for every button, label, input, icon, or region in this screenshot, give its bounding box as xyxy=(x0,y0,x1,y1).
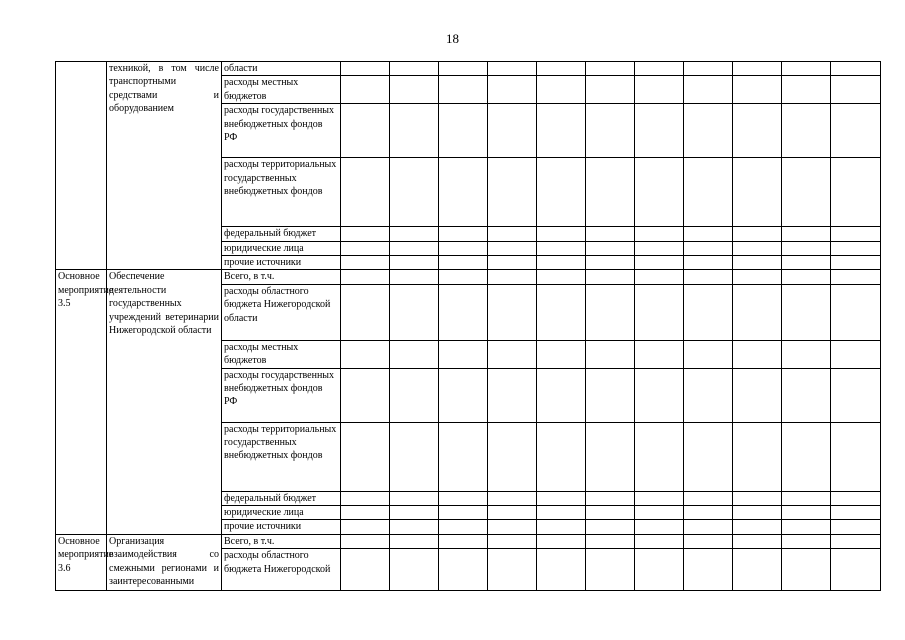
value-cell xyxy=(635,340,684,368)
value-cell xyxy=(782,227,831,241)
value-cell xyxy=(537,158,586,227)
value-cell xyxy=(733,62,782,76)
value-cell xyxy=(341,520,390,534)
value-cell xyxy=(341,284,390,340)
value-cell xyxy=(537,227,586,241)
value-cell xyxy=(733,549,782,591)
measure-description-cell: Организация взаимодействия со смежными регионами и заинтересованными xyxy=(107,534,222,590)
value-cell xyxy=(831,104,881,158)
value-cell xyxy=(635,422,684,491)
value-cell xyxy=(390,520,439,534)
value-cell xyxy=(635,62,684,76)
value-cell xyxy=(390,534,439,548)
value-cell xyxy=(488,62,537,76)
value-cell xyxy=(439,422,488,491)
value-cell xyxy=(586,549,635,591)
value-cell xyxy=(733,284,782,340)
value-cell xyxy=(488,284,537,340)
value-cell xyxy=(390,549,439,591)
value-cell xyxy=(488,227,537,241)
value-cell xyxy=(684,76,733,104)
value-cell xyxy=(635,256,684,270)
measure-code-cell: Основное мероприятие 3.5 xyxy=(56,270,107,534)
value-cell xyxy=(782,284,831,340)
value-cell xyxy=(831,520,881,534)
value-cell xyxy=(390,158,439,227)
page-number: 18 xyxy=(446,31,459,46)
value-cell xyxy=(733,491,782,505)
value-cell xyxy=(488,158,537,227)
value-cell xyxy=(782,270,831,284)
table-row xyxy=(56,270,881,284)
value-cell xyxy=(488,506,537,520)
value-cell xyxy=(733,422,782,491)
value-cell xyxy=(390,491,439,505)
measure-code-cell xyxy=(56,62,107,270)
value-cell xyxy=(586,270,635,284)
value-cell xyxy=(635,158,684,227)
value-cell xyxy=(684,506,733,520)
value-cell xyxy=(341,158,390,227)
value-cell xyxy=(341,270,390,284)
value-cell xyxy=(390,62,439,76)
value-cell xyxy=(341,256,390,270)
value-cell xyxy=(586,520,635,534)
value-cell xyxy=(635,534,684,548)
value-cell xyxy=(635,368,684,422)
funding-source-cell: расходы территориальных государственных внебюджетных фондов xyxy=(222,158,341,227)
value-cell xyxy=(733,270,782,284)
value-cell xyxy=(341,62,390,76)
value-cell xyxy=(684,104,733,158)
value-cell xyxy=(831,340,881,368)
value-cell xyxy=(586,422,635,491)
value-cell xyxy=(586,534,635,548)
value-cell xyxy=(488,520,537,534)
value-cell xyxy=(635,227,684,241)
value-cell xyxy=(635,491,684,505)
value-cell xyxy=(684,534,733,548)
value-cell xyxy=(488,76,537,104)
value-cell xyxy=(341,340,390,368)
value-cell xyxy=(782,62,831,76)
funding-source-cell: расходы государственных внебюджетных фондов РФ xyxy=(222,368,341,422)
value-cell xyxy=(390,76,439,104)
funding-source-cell: прочие источники xyxy=(222,520,341,534)
value-cell xyxy=(782,256,831,270)
value-cell xyxy=(341,506,390,520)
value-cell xyxy=(782,534,831,548)
value-cell xyxy=(684,549,733,591)
value-cell xyxy=(488,491,537,505)
funding-source-cell: Всего, в т.ч. xyxy=(222,534,341,548)
value-cell xyxy=(831,76,881,104)
value-cell xyxy=(341,368,390,422)
value-cell xyxy=(831,241,881,255)
value-cell xyxy=(537,76,586,104)
value-cell xyxy=(733,256,782,270)
value-cell xyxy=(733,506,782,520)
value-cell xyxy=(733,534,782,548)
value-cell xyxy=(684,340,733,368)
value-cell xyxy=(635,241,684,255)
value-cell xyxy=(537,534,586,548)
table-row xyxy=(56,534,881,548)
value-cell xyxy=(341,104,390,158)
value-cell xyxy=(390,227,439,241)
value-cell xyxy=(586,241,635,255)
value-cell xyxy=(488,534,537,548)
value-cell xyxy=(439,520,488,534)
value-cell xyxy=(439,227,488,241)
value-cell xyxy=(831,506,881,520)
funding-source-cell: расходы местных бюджетов xyxy=(222,76,341,104)
value-cell xyxy=(684,256,733,270)
value-cell xyxy=(586,158,635,227)
value-cell xyxy=(537,506,586,520)
value-cell xyxy=(488,241,537,255)
value-cell xyxy=(782,506,831,520)
value-cell xyxy=(488,368,537,422)
funding-table xyxy=(55,61,881,591)
value-cell xyxy=(439,241,488,255)
value-cell xyxy=(586,284,635,340)
value-cell xyxy=(782,104,831,158)
value-cell xyxy=(782,368,831,422)
value-cell xyxy=(537,520,586,534)
funding-source-cell: федеральный бюджет xyxy=(222,491,341,505)
value-cell xyxy=(341,422,390,491)
value-cell xyxy=(684,270,733,284)
value-cell xyxy=(537,241,586,255)
funding-source-cell: расходы местных бюджетов xyxy=(222,340,341,368)
value-cell xyxy=(341,76,390,104)
funding-source-cell: расходы областного бюджета Нижегородской области xyxy=(222,284,341,340)
value-cell xyxy=(439,104,488,158)
funding-source-cell: прочие источники xyxy=(222,256,341,270)
value-cell xyxy=(831,270,881,284)
value-cell xyxy=(782,520,831,534)
value-cell xyxy=(684,62,733,76)
funding-source-cell: расходы областного бюджета Нижегородской xyxy=(222,549,341,591)
value-cell xyxy=(831,284,881,340)
value-cell xyxy=(733,368,782,422)
value-cell xyxy=(831,549,881,591)
value-cell xyxy=(390,104,439,158)
value-cell xyxy=(586,256,635,270)
value-cell xyxy=(733,520,782,534)
value-cell xyxy=(390,422,439,491)
value-cell xyxy=(439,368,488,422)
value-cell xyxy=(341,227,390,241)
value-cell xyxy=(586,104,635,158)
value-cell xyxy=(537,284,586,340)
value-cell xyxy=(586,340,635,368)
value-cell xyxy=(439,549,488,591)
value-cell xyxy=(537,368,586,422)
value-cell xyxy=(537,422,586,491)
value-cell xyxy=(390,340,439,368)
value-cell xyxy=(635,104,684,158)
value-cell xyxy=(488,340,537,368)
table-row xyxy=(56,62,881,76)
value-cell xyxy=(390,506,439,520)
value-cell xyxy=(782,241,831,255)
funding-source-cell: области xyxy=(222,62,341,76)
value-cell xyxy=(831,227,881,241)
value-cell xyxy=(831,62,881,76)
measure-description-cell: техникой, в том числе транспортными средствами и оборудованием xyxy=(107,62,222,270)
value-cell xyxy=(488,256,537,270)
value-cell xyxy=(537,340,586,368)
value-cell xyxy=(488,270,537,284)
value-cell xyxy=(635,76,684,104)
value-cell xyxy=(831,534,881,548)
value-cell xyxy=(537,549,586,591)
value-cell xyxy=(831,158,881,227)
value-cell xyxy=(586,368,635,422)
value-cell xyxy=(439,506,488,520)
funding-source-cell: юридические лица xyxy=(222,241,341,255)
value-cell xyxy=(586,227,635,241)
value-cell xyxy=(733,76,782,104)
value-cell xyxy=(782,340,831,368)
funding-source-cell: юридические лица xyxy=(222,506,341,520)
value-cell xyxy=(831,256,881,270)
value-cell xyxy=(341,549,390,591)
value-cell xyxy=(684,158,733,227)
value-cell xyxy=(390,368,439,422)
value-cell xyxy=(439,62,488,76)
value-cell xyxy=(439,270,488,284)
value-cell xyxy=(341,241,390,255)
value-cell xyxy=(390,284,439,340)
value-cell xyxy=(537,491,586,505)
value-cell xyxy=(439,284,488,340)
value-cell xyxy=(439,76,488,104)
funding-source-cell: Всего, в т.ч. xyxy=(222,270,341,284)
value-cell xyxy=(390,270,439,284)
value-cell xyxy=(831,368,881,422)
measure-code-cell: Основное мероприятие 3.6 xyxy=(56,534,107,590)
value-cell xyxy=(586,76,635,104)
value-cell xyxy=(439,340,488,368)
value-cell xyxy=(439,534,488,548)
value-cell xyxy=(782,76,831,104)
value-cell xyxy=(782,158,831,227)
value-cell xyxy=(684,227,733,241)
value-cell xyxy=(635,284,684,340)
funding-source-cell: расходы государственных внебюджетных фондов РФ xyxy=(222,104,341,158)
value-cell xyxy=(537,62,586,76)
value-cell xyxy=(537,104,586,158)
value-cell xyxy=(390,256,439,270)
value-cell xyxy=(831,422,881,491)
value-cell xyxy=(488,549,537,591)
value-cell xyxy=(390,241,439,255)
value-cell xyxy=(684,368,733,422)
value-cell xyxy=(586,62,635,76)
value-cell xyxy=(733,104,782,158)
value-cell xyxy=(586,491,635,505)
value-cell xyxy=(635,506,684,520)
value-cell xyxy=(586,506,635,520)
value-cell xyxy=(488,104,537,158)
value-cell xyxy=(684,284,733,340)
value-cell xyxy=(684,491,733,505)
value-cell xyxy=(635,549,684,591)
value-cell xyxy=(782,491,831,505)
value-cell xyxy=(439,491,488,505)
value-cell xyxy=(733,227,782,241)
value-cell xyxy=(684,241,733,255)
funding-source-cell: расходы территориальных государственных внебюджетных фондов xyxy=(222,422,341,491)
value-cell xyxy=(439,256,488,270)
value-cell xyxy=(733,241,782,255)
value-cell xyxy=(488,422,537,491)
value-cell xyxy=(537,256,586,270)
value-cell xyxy=(831,491,881,505)
funding-source-cell: федеральный бюджет xyxy=(222,227,341,241)
value-cell xyxy=(684,422,733,491)
value-cell xyxy=(782,422,831,491)
value-cell xyxy=(635,270,684,284)
value-cell xyxy=(684,520,733,534)
value-cell xyxy=(341,534,390,548)
value-cell xyxy=(439,158,488,227)
value-cell xyxy=(635,520,684,534)
value-cell xyxy=(733,340,782,368)
measure-description-cell: Обеспечение деятельности государственных учреждений ветеринарии Нижегородской области xyxy=(107,270,222,534)
value-cell xyxy=(733,158,782,227)
value-cell xyxy=(537,270,586,284)
value-cell xyxy=(341,491,390,505)
value-cell xyxy=(782,549,831,591)
